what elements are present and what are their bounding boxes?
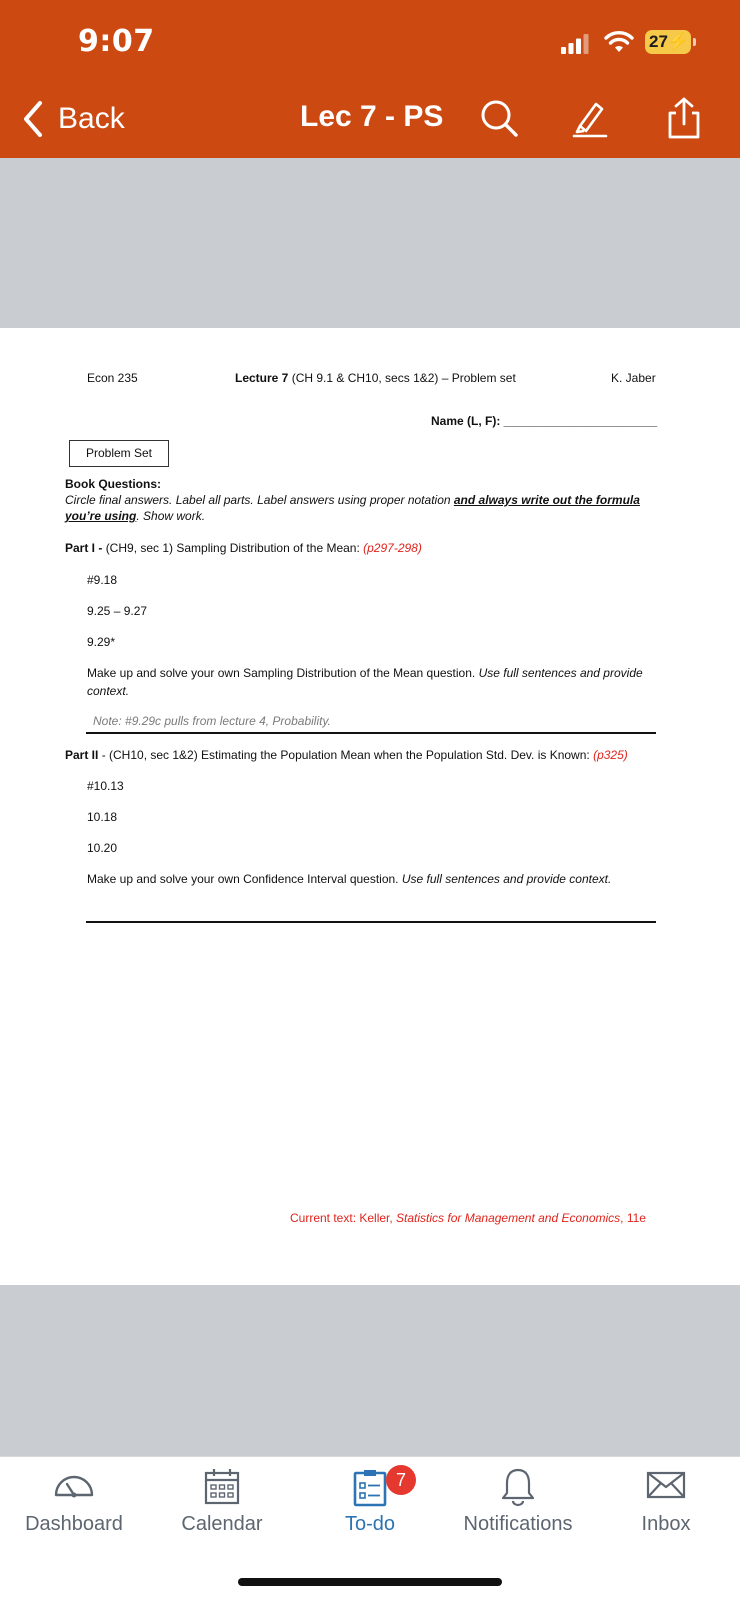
course-label: Econ 235 (87, 371, 138, 385)
battery-level: 27 (649, 32, 668, 51)
part1-item: 9.29* (87, 635, 116, 649)
current-text-footer (290, 1211, 646, 1225)
problem-set-box: Problem Set (69, 440, 169, 467)
tab-label: To-do (344, 1513, 396, 1535)
battery-nub (693, 38, 696, 46)
part2-item: #10.13 (87, 779, 124, 793)
part2-label: Part II (65, 748, 99, 762)
status-time: 9:07 (78, 24, 155, 59)
part1-makeup-emphasis: Use full sentences and provide (478, 666, 643, 680)
footer-prefix: Current text: Keller, (290, 1211, 397, 1225)
lecture-description: (CH 9.1 & CH10, secs 1&2) – Problem set (288, 371, 516, 385)
instructions-emphasis-2: you’re using (65, 509, 137, 523)
todo-count-badge: 7 (386, 1465, 416, 1495)
tab-label: Inbox (641, 1513, 691, 1535)
part1-description: (CH9, sec 1) Sampling Distribution of the Mean: (105, 541, 364, 555)
instructions-line-1 (65, 493, 640, 507)
instructions-emphasis-1: and always write out the formula (453, 493, 640, 507)
wifi-icon (604, 30, 634, 54)
chevron-left-icon (20, 99, 46, 139)
home-indicator[interactable] (238, 1578, 502, 1586)
part1-makeup-line-1 (87, 666, 643, 680)
part2-item: 10.18 (87, 810, 118, 824)
part1-makeup-line-2: context. (87, 684, 130, 698)
page-title: Lec 7 - PS (300, 100, 444, 133)
part1-heading (65, 541, 422, 555)
tab-dashboard[interactable] (0, 1457, 148, 1557)
dashboard-icon (52, 1467, 96, 1503)
part2-item: 10.20 (87, 841, 118, 855)
tab-notifications[interactable] (444, 1457, 592, 1557)
back-button[interactable] (20, 96, 125, 142)
part2-pages: (p325) (593, 748, 628, 762)
part2-makeup-emphasis: Use full sentences and provide context. (401, 872, 612, 886)
document-margin-bottom (0, 1285, 740, 1456)
part1-note: Note: #9.29c pulls from lecture 4, Probability. (93, 714, 331, 728)
instructor-name: K. Jaber (611, 371, 656, 385)
battery-indicator (645, 30, 691, 54)
part1-pages: (p297-298) (363, 541, 422, 555)
divider-rule (86, 921, 656, 923)
mail-icon (646, 1467, 686, 1501)
charging-bolt-icon: ⚡ (667, 32, 690, 51)
bell-icon (498, 1467, 538, 1507)
part2-makeup-text: Make up and solve your own Confidence Interval question. (87, 872, 402, 886)
instructions-text: Circle final answers. Label all parts. Label answers using proper notation (65, 493, 454, 507)
pdf-page[interactable] (0, 328, 740, 1285)
footer-edition: , 11e (620, 1211, 646, 1225)
share-icon[interactable] (662, 96, 706, 140)
app-header (0, 0, 740, 158)
part2-makeup-line (87, 872, 611, 886)
tab-label: Dashboard (25, 1513, 123, 1535)
name-field-label: Name (L, F): _______________________ (431, 414, 658, 428)
signal-icon (561, 34, 589, 54)
tab-calendar[interactable] (148, 1457, 296, 1557)
tab-todo[interactable] (296, 1457, 444, 1557)
part1-label: Part I - (65, 541, 106, 555)
instructions-tail: . Show work. (136, 509, 206, 523)
document-margin-top (0, 158, 740, 328)
part1-item: 9.25 – 9.27 (87, 604, 148, 618)
lecture-heading (235, 371, 516, 385)
book-questions-heading: Book Questions: (65, 477, 162, 491)
back-label: Back (58, 102, 125, 135)
tab-label: Calendar (181, 1513, 263, 1535)
footer-book-title: Statistics for Management and Economics (396, 1211, 621, 1225)
part1-makeup-text: Make up and solve your own Sampling Distribution of the Mean question. (87, 666, 479, 680)
instructions-line-2 (65, 509, 205, 523)
part2-heading (65, 748, 628, 762)
part1-item: #9.18 (87, 573, 118, 587)
highlighter-icon[interactable] (568, 96, 612, 140)
search-icon[interactable] (477, 96, 521, 140)
tab-inbox[interactable] (592, 1457, 740, 1557)
calendar-icon (202, 1467, 242, 1507)
lecture-number: Lecture 7 (235, 371, 289, 385)
divider-rule (86, 732, 656, 734)
todo-icon (350, 1467, 390, 1507)
tab-label: Notifications (463, 1513, 573, 1535)
part2-description: - (CH10, sec 1&2) Estimating the Population Mean when the Population Std. Dev. is Known: (98, 748, 594, 762)
